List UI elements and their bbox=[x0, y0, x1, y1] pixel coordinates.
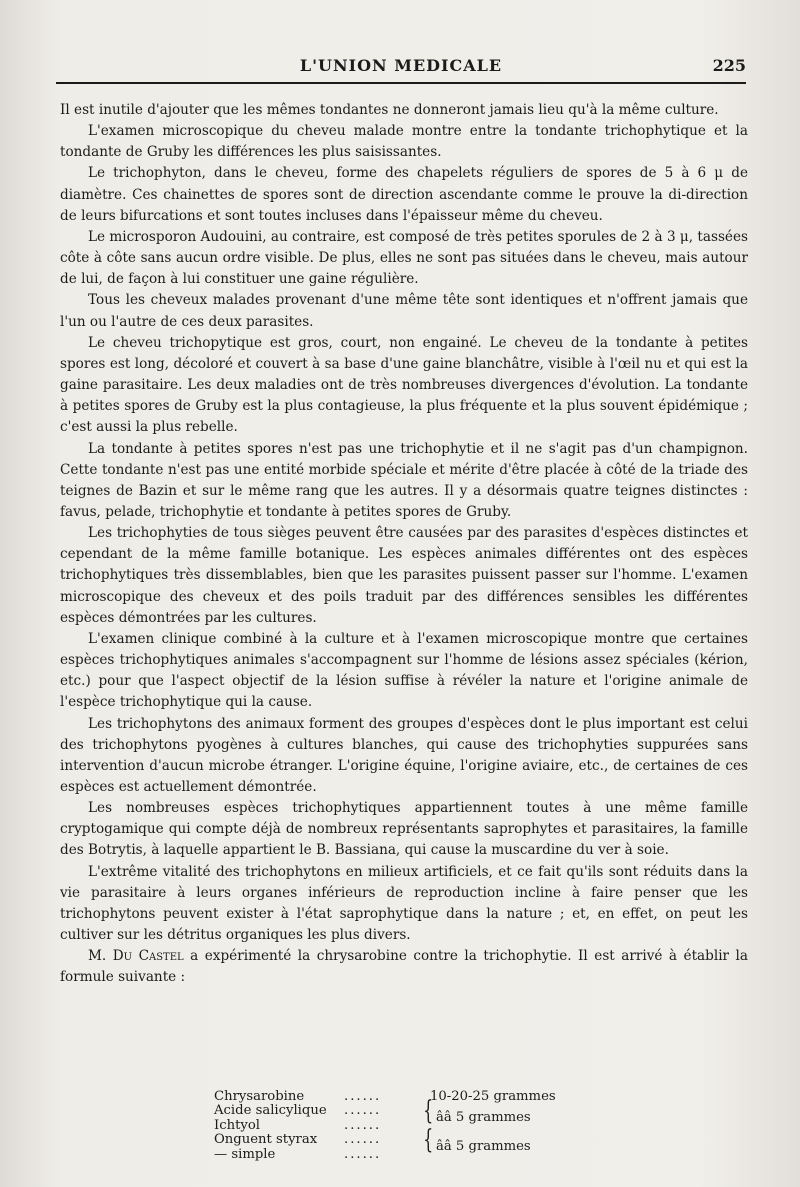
paragraph-5: Tous les cheveux malades provenant d'une même tête sont identiques et n'offrent jamais que l'un ou l'autre de ces deux parasites. bbox=[60, 292, 748, 330]
paragraph-10: Les trichophytons des animaux forment des groupes d'espèces dont le plus important est celui des trichophytons pyogènes à cultures blanches, qui cause des trichophyties suppurées sans intervention d'aucun microbe étranger. L'origine équine, l'origine aviaire, etc., de certaines de ces espèces est actuellement démontrée. bbox=[60, 715, 748, 795]
page-number: 225 bbox=[712, 56, 746, 75]
paragraph-7: La tondante à petites spores n'est pas une trichophytie et il ne s'agit pas d'un champignon. Cette tondante n'est pas une entité morbide spéciale et mérite d'être placée à côté de la triade des teignes de Bazin et sur le même rang que les autres. Il y a désormais quatre teignes distinctes : favus, pelade, trichophytie et tondante à petites spores de Gruby. bbox=[60, 440, 748, 520]
ingredient-onguent-simple: — simple bbox=[214, 1146, 276, 1162]
brace-icon: { bbox=[423, 1125, 434, 1156]
paragraph-1: Il est inutile d'ajouter que les mêmes tondantes ne donneront jamais lieu qu'à la même culture. bbox=[60, 102, 719, 118]
paragraph-12: L'extrême vitalité des trichophytons en milieux artificiels, et ce fait qu'ils sont réduits dans la vie parasitaire à leurs organes inférieurs de reproduction incline à faire penser que les trichophytons peuvent exister à l'état saprophytique dans la nature ; et, en effet, on peut les cultiver sur les détritus organiques les plus divers. bbox=[60, 863, 748, 944]
leader-dots: ...... bbox=[344, 1146, 382, 1162]
formula-row-chrysarobine bbox=[214, 1090, 594, 1104]
ingredient-chrysarobine: Chrysarobine bbox=[214, 1089, 305, 1104]
header-rule bbox=[56, 82, 746, 84]
quantity-group-1: ââ 5 grammes bbox=[436, 1110, 531, 1126]
ingredient-onguent-styrax: Onguent styrax bbox=[214, 1132, 318, 1148]
ingredient-ichtyol: Ichtyol bbox=[214, 1117, 260, 1133]
leader-dots: ...... bbox=[344, 1089, 382, 1104]
paragraph-13 bbox=[60, 946, 748, 988]
author-name: M. Du Castel bbox=[88, 948, 184, 965]
paragraph-4: Le microsporon Audouini, au contraire, est composé de très petites sporules de 2 à 3 μ, tassées côte à côte sans aucun ordre visible. De plus, elles ne sont pas situées dans le cheveu, mais autour de lui, de façon à lui constituer une gaine régulière. bbox=[60, 228, 748, 288]
leader-dots: ...... bbox=[344, 1103, 382, 1119]
paragraph-2: L'examen microscopique du cheveu malade montre entre la tondante trichophytique et la tondante de Gruby les différences les plus saisissantes. bbox=[60, 123, 748, 161]
paragraph-6: Le cheveu trichopytique est gros, court, non engainé. Le cheveu de la tondante à petites spores est long, décoloré et couvert à sa base d'une gaine blanchâtre, visible à l'œil nu et qui est la gaine parasitaire. Les deux maladies ont de très nombreuses divergences d'évolution. La tondante à petites spores de Gruby est la plus contagieuse, la plus fréquente et la plus souvent épidémique ; c'est aussi la plus rebelle. bbox=[60, 334, 748, 436]
formula-row-ichtyol bbox=[214, 1119, 594, 1133]
paragraph-9: L'examen clinique combiné à la culture et à l'examen microscopique montre que certaines espèces trichophytiques animales s'accompagnent sur l'homme de lésions assez spéciales (kérion, etc.) pour que l'aspect objectif de la lésion suffise à révéler la nature et l'origine animale de l'espèce trichophytique qui la cause. bbox=[60, 630, 748, 711]
paragraph-3: Le trichophyton, dans le cheveu, forme des chapelets réguliers de spores de 5 à 6 μ de diamètre. Ces chainettes de spores sont de direction ascendante comme le prouve la di-direction de leurs bifurcations et sont toutes incluses dans l'épaisseur même du cheveu. bbox=[60, 165, 748, 224]
ingredient-acide-salicylique: Acide salicylique bbox=[214, 1103, 327, 1119]
quantity-group-2: ââ 5 grammes bbox=[436, 1139, 531, 1155]
page-header bbox=[56, 56, 746, 86]
brace-icon: { bbox=[423, 1096, 434, 1127]
journal-title: L'UNION MEDICALE bbox=[299, 56, 503, 75]
quantity-chrysarobine: 10-20-25 grammes bbox=[430, 1089, 556, 1104]
formula-row-simple bbox=[214, 1148, 594, 1162]
prescription-formula bbox=[214, 1090, 594, 1162]
article-body bbox=[60, 100, 748, 989]
paragraph-11: Les nombreuses espèces trichophytiques appartiennent toutes à une même famille cryptogamique qui compte déjà de nombreux représentants saprophytes et parasitaires, la famille des Botrytis, à laquelle appartient le B. Bassiana, qui cause la muscardine du ver à soie. bbox=[60, 800, 748, 859]
leader-dots: ...... bbox=[344, 1132, 382, 1148]
paragraph-8: Les trichophyties de tous sièges peuvent être causées par des parasites d'espèces distinctes et cependant de la même famille botanique. Les espèces animales différentes ont des espèces trichophytiques très dissemblables, bien que les parasites puissent passer sur l'homme. L'examen microscopique des cheveux et des poils traduit par des différences sensibles les différentes espèces démontrées par les cultures. bbox=[60, 525, 748, 626]
paragraph-13-text: a expérimenté la chrysarobine contre la trichophytie. Il est arrivé à établir la formule suivante : bbox=[60, 948, 748, 986]
leader-dots: ...... bbox=[344, 1117, 382, 1133]
